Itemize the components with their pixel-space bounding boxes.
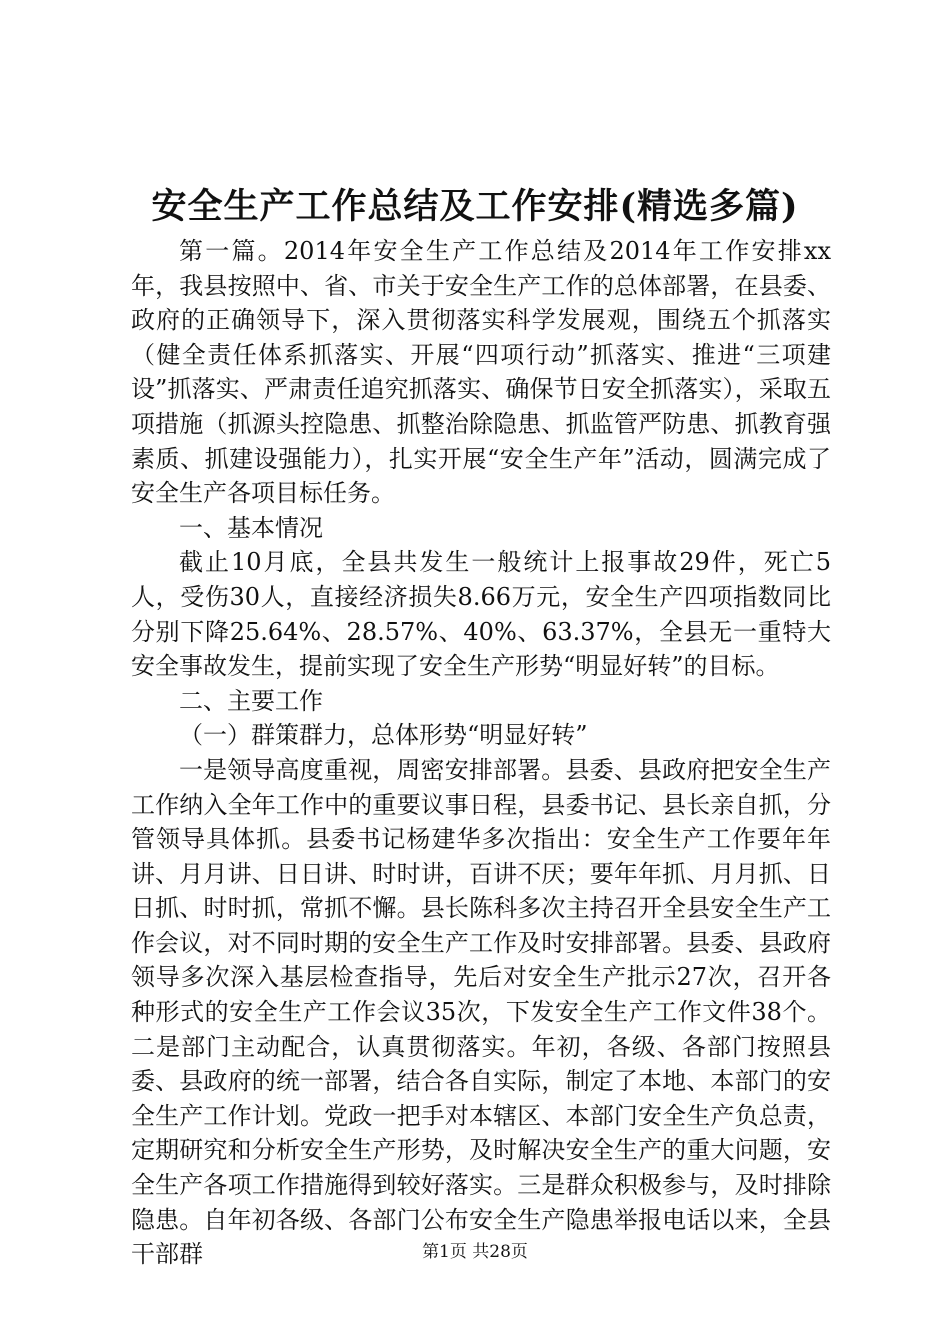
section-heading-main-work: 二、主要工作 bbox=[179, 686, 323, 715]
page-footer: 第1页 共28页 bbox=[422, 1242, 528, 1262]
paragraph-intro: 第一篇。2014年安全生产工作总结及2014年工作安排xx年，我县按照中、省、市关于安全生产工作的总体部署，在县委、政府的正确领导下，深入贯彻落实科学发展观，围绕五个抓落实（健全责任体系抓落实、开展“四项行动”抓落实、推进“三项建设”抓落实、严肃责任追究抓落实、确保节日安全抓落实），采取五项措施（抓源头控隐患、抓整治除隐患、抓监管严防患、抓教育强素质、抓建设强能力），扎实开展“安全生产年”活动，圆满完成了安全生产各项目标任务。 bbox=[131, 237, 831, 508]
document-body bbox=[131, 234, 831, 1272]
document-title: 安全生产工作总结及工作安排(精选多篇) bbox=[151, 186, 799, 227]
section-heading-basic-situation: 一、基本情况 bbox=[179, 513, 323, 542]
subsection-heading-1: （一）群策群力，总体形势“明显好转” bbox=[179, 721, 588, 750]
paragraph-main-work: 一是领导高度重视，周密安排部署。县委、县政府把安全生产工作纳入全年工作中的重要议事日程，县委书记、县长亲自抓，分管领导具体抓。县委书记杨建华多次指出：安全生产工作要年年讲、月月讲、日日讲、时时讲，百讲不厌；要年年抓、月月抓、日日抓、时时抓，常抓不懈。县长陈科多次主持召开全县安全生产工作会议，对不同时期的安全生产工作及时安排部署。县委、县政府领导多次深入基层检查指导，先后对安全生产批示27次，召开各种形式的安全生产工作会议35次，下发安全生产工作文件38个。二是部门主动配合，认真贯彻落实。年初，各级、各部门按照县委、县政府的统一部署，结合各自实际，制定了本地、本部门的安全生产工作计划。党政一把手对本辖区、本部门安全生产负总责，定期研究和分析安全生产形势，及时解决安全生产的重大问题，安全生产各项工作措施得到较好落实。三是群众积极参与，及时排除隐患。自年初各级、各部门公布安全生产隐患举报电话以来，全县干部群 bbox=[131, 755, 831, 1269]
paragraph-basic-situation: 截止10月底，全县共发生一般统计上报事故29件，死亡5人，受伤30人，直接经济损失8.66万元，安全生产四项指数同比分别下降25.64%、28.57%、40%、63.37%，全县无一重特大安全事故发生，提前实现了安全生产形势“明显好转”的目标。 bbox=[131, 548, 831, 681]
